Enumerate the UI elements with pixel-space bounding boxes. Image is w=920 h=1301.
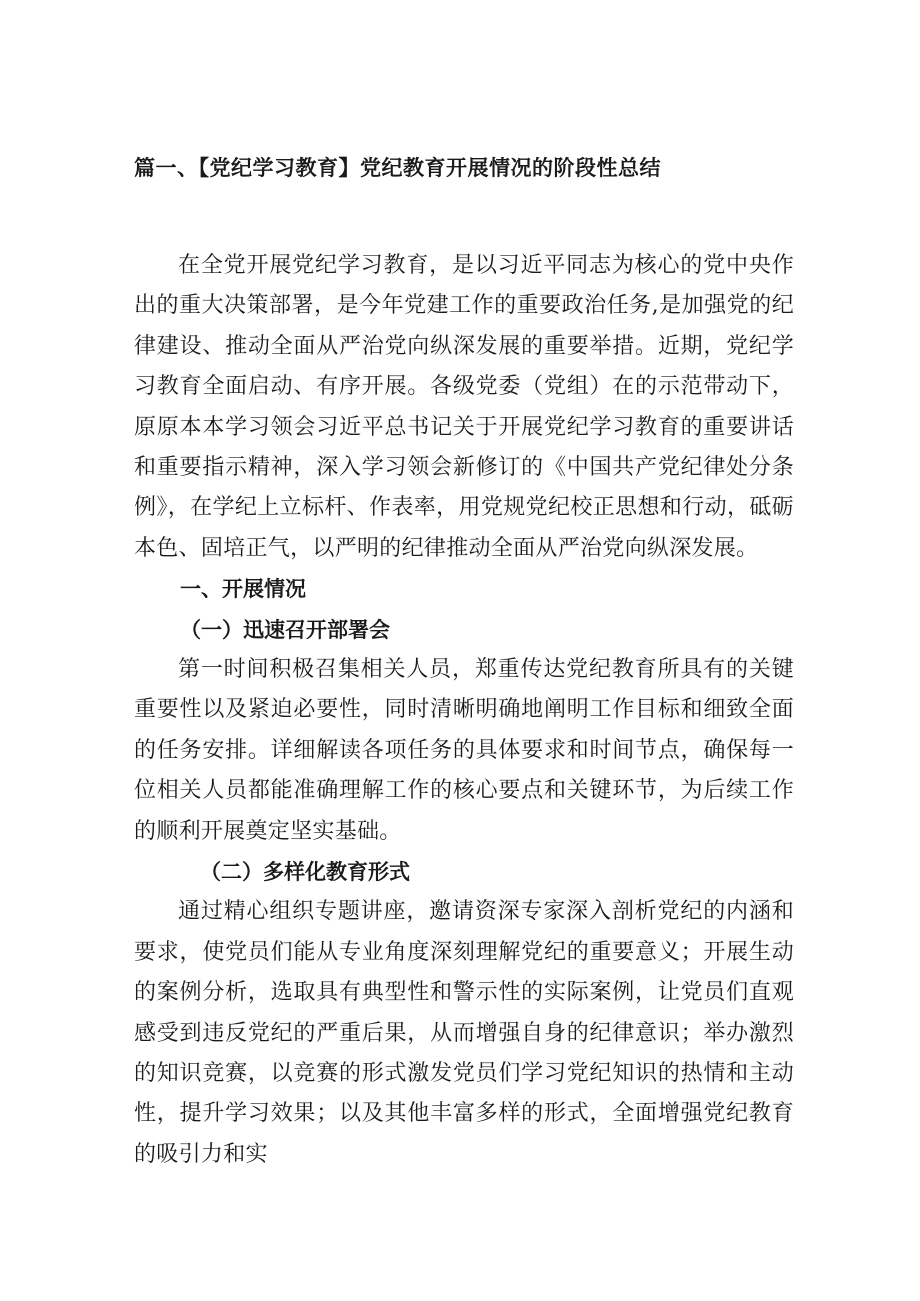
subheading-education-forms: （二）多样化教育形式 xyxy=(200,859,410,885)
document-title: 篇一、【党纪学习教育】党纪教育开展情况的阶段性总结 xyxy=(134,156,661,180)
education-forms-paragraph: 通过精心组织专题讲座，邀请资深专家深入剖析党纪的内涵和要求，使党员们能从专业角度深刻理解党纪的重要意义；开展生动的案例分析，选取具有典型性和警示性的实际案例，让党员们直观感受到违反党纪的严重后果，从而增强自身的纪律意识；举办激烈的知识竞赛，以竞赛的形式激发党员们学习党纪知识的热情和主动性，提升学习效果；以及其他丰富多样的形式，全面增强党纪教育的吸引力和实 xyxy=(134,899,794,1167)
document-body xyxy=(134,246,794,1175)
intro-paragraph: 在全党开展党纪学习教育，是以习近平同志为核心的党中央作出的重大决策部署，是今年党建工作的重要政治任务,是加强党的纪律建设、推动全面从严治党向纵深发展的重要举措。近期，党纪学习教育全面启动、有序开展。各级党委（党组）在的示范带动下，原原本本学习领会习近平总书记关于开展党纪学习教育的重要讲话和重要指示精神，深入学习领会新修订的《中国共产党纪律处分条例》，在学纪上立标杆、作表率，用党规党纪校正思想和行动，砥砺本色、固培正气，以严明的纪律推动全面从严治党向纵深发展。 xyxy=(134,253,794,561)
subheading-deployment-meeting: （一）迅速召开部署会 xyxy=(180,616,390,642)
deployment-meeting-paragraph: 第一时间积极召集相关人员，郑重传达党纪教育所具有的关键重要性以及紧迫必要性，同时清晰明确地阐明工作目标和细致全面的任务安排。详细解读各项任务的具体要求和时间节点，确保每一位相关人员都能准确理解工作的核心要点和关键环节，为后续工作的顺利开展奠定坚实基础。 xyxy=(134,657,794,844)
section-heading-status: 一、开展情况 xyxy=(180,577,306,602)
